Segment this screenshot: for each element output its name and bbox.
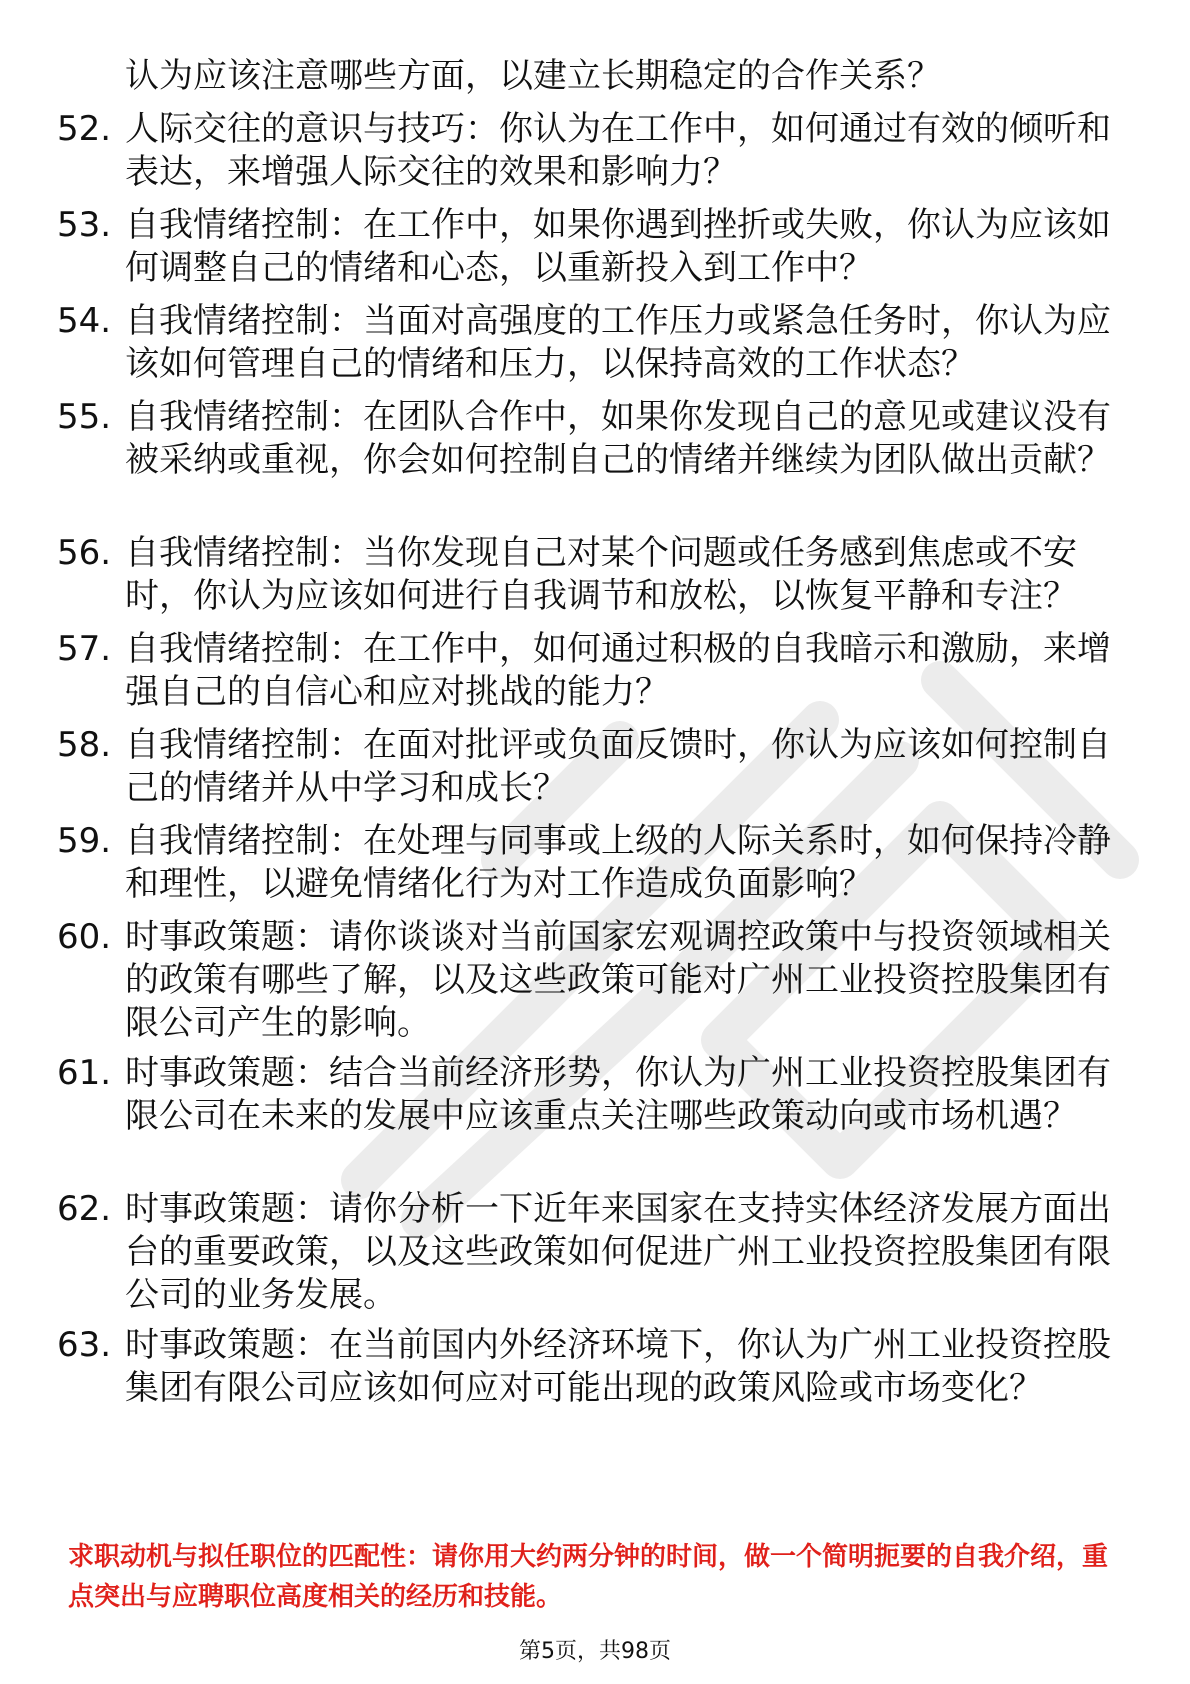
item-number: 60. [57, 917, 112, 957]
item-number: 57. [57, 629, 112, 669]
continuation-text: 认为应该注意哪些方面，以建立长期稳定的合作关系？ [125, 56, 941, 96]
item-text: 时事政策题：请你谈谈对当前国家宏观调控政策中与投资领域相关的政策有哪些了解，以及这些政策可能对广州工业投资控股集团有限公司产生的影响。 [125, 917, 1111, 1043]
item-text: 人际交往的意识与技巧：你认为在工作中，如何通过有效的倾听和表达，来增强人际交往的效果和影响力？ [125, 109, 1111, 192]
item-number: 52. [57, 109, 112, 149]
list-item [57, 204, 1117, 290]
item-text: 自我情绪控制：当面对高强度的工作压力或紧急任务时，你认为应该如何管理自己的情绪和压力，以保持高效的工作状态？ [125, 301, 1111, 384]
item-text: 时事政策题：请你分析一下近年来国家在支持实体经济发展方面出台的重要政策，以及这些政策如何促进广州工业投资控股集团有限公司的业务发展。 [125, 1189, 1111, 1315]
item-number: 54. [57, 301, 112, 341]
item-text: 自我情绪控制：在处理与同事或上级的人际关系时，如何保持冷静和理性，以避免情绪化行为对工作造成负面影响？ [125, 821, 1111, 904]
item-text: 自我情绪控制：在面对批评或负面反馈时，你认为应该如何控制自己的情绪并从中学习和成长？ [125, 725, 1111, 808]
list-item [57, 1052, 1117, 1138]
item-text: 时事政策题：在当前国内外经济环境下，你认为广州工业投资控股集团有限公司应该如何应对可能出现的政策风险或市场变化？ [125, 1325, 1111, 1408]
list-item [57, 396, 1117, 482]
item-text: 自我情绪控制：当你发现自己对某个问题或任务感到焦虑或不安时，你认为应该如何进行自我调节和放松，以恢复平静和专注？ [125, 533, 1077, 616]
item-number: 62. [57, 1189, 112, 1229]
highlight-note: 求职动机与拟任职位的匹配性：请你用大约两分钟的时间，做一个简明扼要的自我介绍，重点突出与应聘职位高度相关的经历和技能。 [68, 1542, 1109, 1612]
item-text: 时事政策题：结合当前经济形势，你认为广州工业投资控股集团有限公司在未来的发展中应该重点关注哪些政策动向或市场机遇？ [125, 1053, 1111, 1136]
item-number: 55. [57, 397, 112, 437]
list-item [57, 916, 1117, 1045]
list-item [57, 1324, 1117, 1410]
item-number: 58. [57, 725, 112, 765]
item-number: 63. [57, 1325, 112, 1365]
item-number: 56. [57, 533, 112, 573]
item-text: 自我情绪控制：在工作中，如何通过积极的自我暗示和激励，来增强自己的自信心和应对挑战的能力？ [125, 629, 1111, 712]
item-number: 61. [57, 1053, 112, 1093]
item-text: 自我情绪控制：在团队合作中，如果你发现自己的意见或建议没有被采纳或重视，你会如何控制自己的情绪并继续为团队做出贡献？ [125, 397, 1111, 480]
list-item [57, 532, 1117, 618]
page-number: 第5页，共98页 [519, 1639, 671, 1664]
list-item [57, 820, 1117, 906]
list-item [57, 108, 1117, 194]
item-text: 自我情绪控制：在工作中，如果你遇到挫折或失败，你认为应该如何调整自己的情绪和心态，以重新投入到工作中？ [125, 205, 1111, 288]
item-number: 53. [57, 205, 112, 245]
list-item [57, 724, 1117, 810]
item-number: 59. [57, 821, 112, 861]
list-item [57, 628, 1117, 714]
list-item [57, 300, 1117, 386]
list-item [57, 1188, 1117, 1317]
